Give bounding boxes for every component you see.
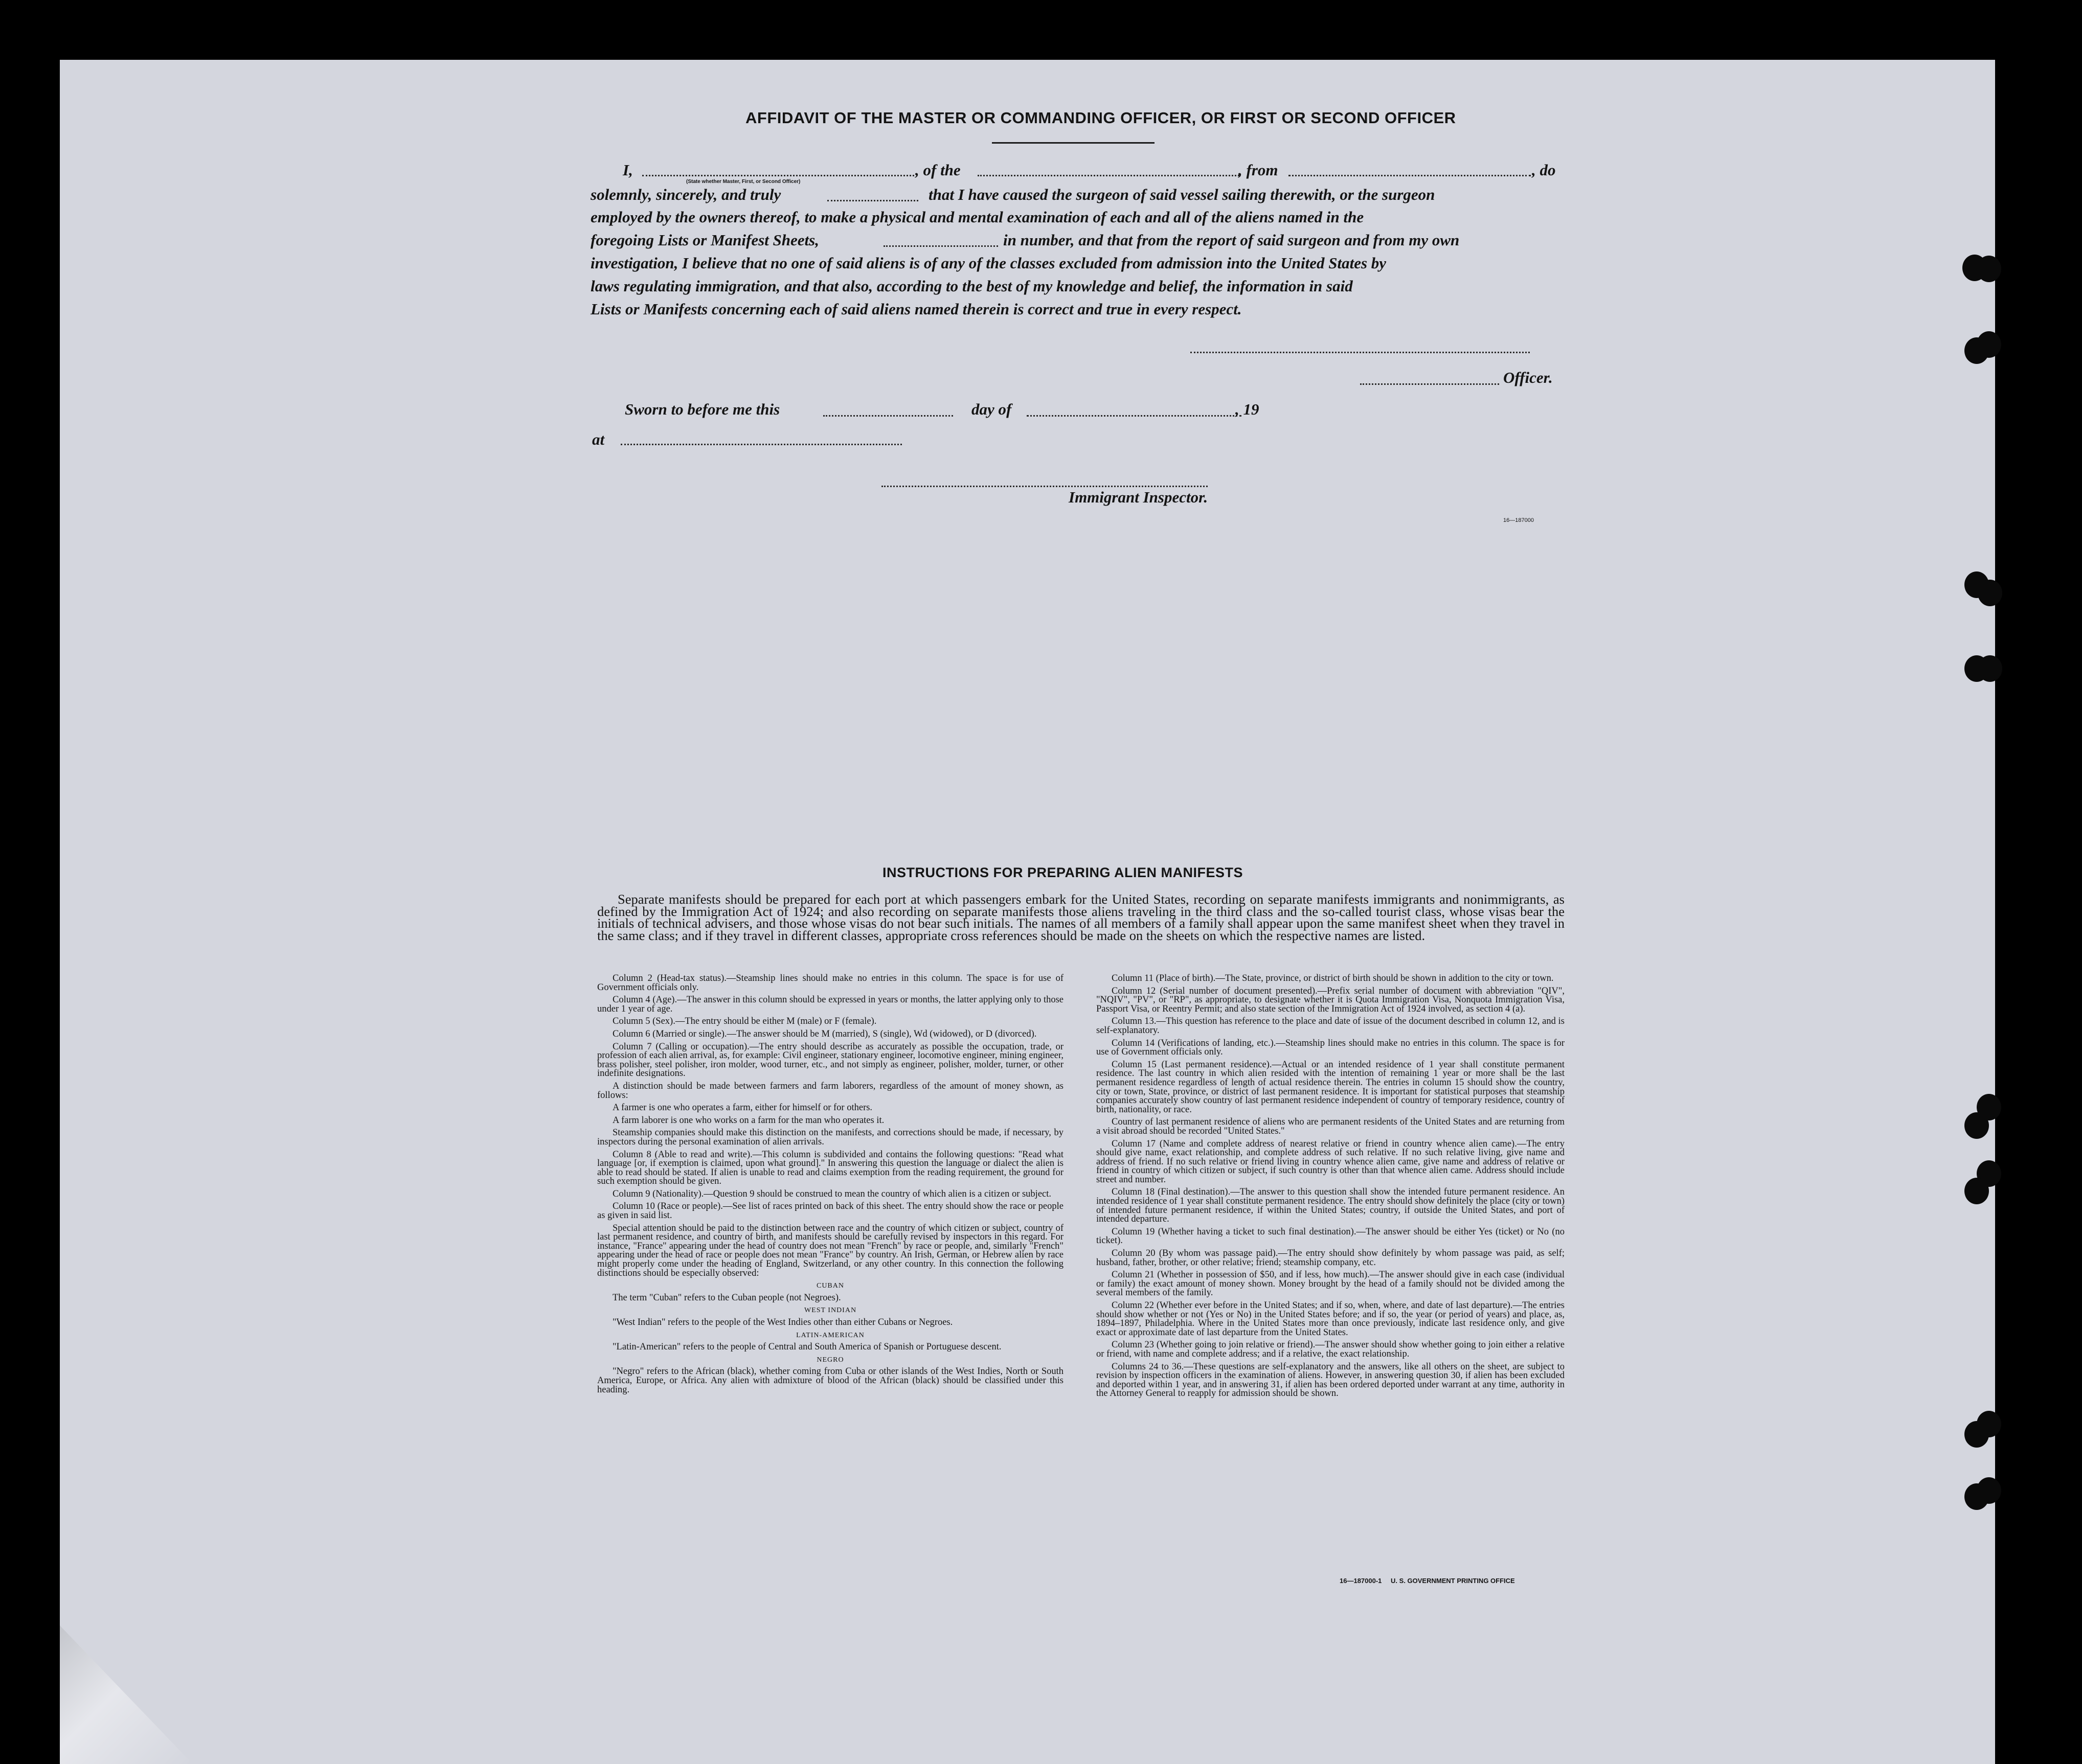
instruction-paragraph: Column 10 (Race or people).—See list of races printed on back of this sheet. The entry should show the race or people as given in said list. [597,1201,1063,1221]
instruction-paragraph: A farm laborer is one who works on a farm for the man who operates it. [613,1115,885,1126]
aff-line2a: solemnly, sincerely, and truly [591,186,781,203]
title-underline [992,142,1155,144]
form-number-bottom [1340,1577,1515,1585]
instruction-paragraph: "Negro" refers to the African (black), whether coming from Cuba or other islands of the West Indies, North or South America, Europe, or Africa. Any alien with admixture of blood of the African (black) should be classified under this heading. [597,1366,1063,1395]
solemnly-field [827,200,918,201]
form-number-top: 16—187000 [1503,517,1534,523]
instruction-paragraph: "West Indian" refers to the people of the West Indies other than either Cubans or Negroes. [613,1317,953,1327]
aff-line7: Lists or Manifests concerning each of said aliens named therein is correct and true in every respect. [591,300,1242,318]
instruction-paragraph: Column 23 (Whether going to join relative or friend).—The answer should show whether going to join either a relative or friend, with name and complete address; and if a relative, the exact relationship. [1096,1340,1565,1359]
printer-imprint: U. S. GOVERNMENT PRINTING OFFICE [1391,1577,1515,1585]
instruction-paragraph: Column 2 (Head-tax status).—Steamship lines should make no entries in this column. The space is for use of Government officials only. [597,973,1063,993]
punch-hole [1977,1477,2001,1504]
instruction-paragraph: Country of last permanent residence of aliens who are permanent residents of the United States and are returning from a visit abroad should be recorded "United States." [1096,1117,1565,1136]
instruction-paragraph: Column 8 (Able to read and write).—This column is subdivided and contains the following questions: "Read what language [or, if exemption is claimed, upon what ground]." In answering this question the language or dialect the alien is able to read should be stated. If alien is unable to read and claims exemption from the reading requirement, the ground for such exemption should be given. [597,1149,1063,1187]
instructions-right-column [1096,974,1565,1402]
footer-number: 16—187000-1 [1340,1577,1382,1585]
punch-hole [1978,655,2002,682]
number-field [884,245,998,247]
aff-subnote: (State whether Master, First, or Second Officer) [686,179,801,185]
instruction-paragraph: Column 22 (Whether ever before in the United States; and if so, when, where, and date of last departure).—The entries should show whether or not (Yes or No) in the United States before; and if so, the year (or period of years) and place, as, 1894–1897, Philadelphia. Where in the United States more than once previously, indicate last residence only, and give exact or approximate date of last departure from the United States. [1096,1300,1565,1338]
instruction-paragraph: Column 7 (Calling or occupation).—The entry should describe as accurately as possible the occupation, trade, or profession of each alien arrival, as, for example: Civil engineer, stationary engineer, locomotive engineer, mining engineer, brass polisher, steel polisher, iron molder, wood turner, etc., and not simply as engineer, polisher, molder, turner, or other indefinite designations. [597,1041,1063,1079]
instruction-paragraph: A distinction should be made between farmers and farm laborers, regardless of the amount of money shown, as follows: [597,1081,1063,1101]
vessel-field [978,175,1239,176]
instruction-paragraph: Column 6 (Married or single).—The answer should be M (married), S (single), Wd (widowed), or D (divorced). [613,1028,1037,1039]
punch-hole [1964,1178,1989,1204]
aff-inspector: Immigrant Inspector. [1069,488,1208,506]
punch-hole [1964,1421,1989,1448]
section-heading: NEGRO [817,1356,844,1364]
section-heading: LATIN-AMERICAN [796,1331,865,1339]
instruction-paragraph: Steamship companies should make this distinction on the manifests, and corrections should be made, if necessary, by inspectors during the personal examination of alien arrivals. [597,1128,1063,1147]
aff-sworn-a: Sworn to before me this [625,400,780,418]
aff-line4a: foregoing Lists or Manifest Sheets, [591,231,819,249]
instructions-left-column [597,974,1063,1398]
instructions-title: INSTRUCTIONS FOR PREPARING ALIEN MANIFESTS [882,865,1243,880]
aff-line2b: that I have caused the surgeon of said vessel sailing therewith, or the surgeon [929,186,1435,203]
at-place-field [621,444,902,445]
section-heading: CUBAN [816,1282,844,1290]
instruction-paragraph: Column 5 (Sex).—The entry should be either M (male) or F (female). [613,1016,877,1027]
aff-of-the: , of the [915,161,961,179]
sworn-day-field [823,415,953,417]
aff-do: , do [1532,161,1556,179]
aff-sworn-b: day of [971,400,1012,418]
instruction-paragraph: Columns 24 to 36.—These questions are self-explanatory and the answers, like all others on the sheet, are subject to revision by inspection officers in the examination of aliens. However, in answering question 30, if alien has been excluded and deported within 1 year, and in answering 31, if alien has been ordered deported under warrant at any time, authority in the Attorney General to reapply for admission should be shown. [1096,1361,1565,1399]
instruction-paragraph: Column 4 (Age).—The answer in this column should be expressed in years or months, the latter applying only to those under 1 year of age. [597,995,1063,1014]
from-port-field [1288,175,1531,176]
punch-hole [1977,331,2001,358]
aff-sworn-c: , 19 [1235,400,1259,418]
punch-hole [1977,256,2001,282]
signature-line [1190,352,1530,353]
instruction-paragraph: A farmer is one who operates a farm, either for himself or for others. [613,1103,873,1113]
aff-line4b: in number, and that from the report of said surgeon and from my own [1003,231,1460,249]
aff-i: I, [623,161,633,179]
instruction-paragraph: Column 13.—This question has reference to the place and date of issue of the document described in column 12, and is self-explanatory. [1096,1016,1565,1036]
sworn-month-field [1027,415,1241,417]
aff-line3: employed by the owners thereof, to make a physical and mental examination of each and all of the aliens named in the [591,208,1364,226]
aff-from: , from [1238,161,1278,179]
punch-hole [1964,1112,1989,1139]
officer-title-field [642,175,914,176]
instruction-paragraph: "Latin-American" refers to the people of Central and South America of Spanish or Portuguese descent. [613,1342,1002,1353]
instruction-paragraph: Column 18 (Final destination).—The answer to this question shall show the intended future permanent residence. An intended residence of 1 year shall constitute permanent residence. The entry should show definitely the place (city or town) of intended future permanent residence, if within the United States; country, if outside the United States, and port of intended departure. [1096,1187,1565,1225]
aff-line6: laws regulating immigration, and that also, according to the best of my knowledge and belief, the information in said [591,277,1353,295]
punch-hole [1978,580,2002,606]
instruction-paragraph: Column 20 (By whom was passage paid).—The entry should show definitely by whom passage was paid, as self; husband, father, brother, or other relative; friend; steamship company, etc. [1096,1248,1565,1268]
instruction-paragraph: Column 19 (Whether having a ticket to such final destination).—The answer should be either Yes (ticket) or No (no ticket). [1096,1226,1565,1246]
instruction-paragraph: Column 15 (Last permanent residence).—Actual or an intended residence of 1 year shall constitute permanent residence. The last country in which alien resided with the intention of remaining 1 year or more shall be the last permanent residence regardless of length of actual residence therein. The entries in column 15 should show the country, city or town, State, province, or district of last permanent residence. It is important for statistical purposes that steamship companies accurately show country of last permanent residence independent of country of temporary residence, country of birth, nationality, or race. [1096,1059,1565,1115]
instruction-paragraph: The term "Cuban" refers to the Cuban people (not Negroes). [613,1292,841,1303]
instruction-paragraph: Column 21 (Whether in possession of $50, and if less, how much).—The answer should give in each case (individual or family) the exact amount of money shown. Money brought by the head of a family should not be divided among the several members of the family. [1096,1270,1565,1298]
instruction-paragraph: Column 11 (Place of birth).—The State, province, or district of birth should be shown in addition to the city or town. [1112,973,1554,983]
instruction-paragraph: Column 17 (Name and complete address of nearest relative or friend in country whence alien came).—The entry should give name, exact relationship, and complete address of such relative. If no such relative living, give name and address of friend. If no such relative or friend living in country whence alien came, give name and address of relative or friend in country of which citizen or subject, if such country is other than that whence alien came. Address should include street and number. [1096,1138,1565,1185]
instructions-intro: Separate manifests should be prepared for each port at which passengers embark for the United States, recording on separate manifests immigrants and nonimmigrants, as defined by the Immigration Act of 1924; and also recording on separate manifests those aliens traveling in the third class and the so-called tourist class, whose visas bear the initials of technical advisers, and those whose visas do not bear such initials. The names of all members of a family shall appear upon the same manifest sheet when they travel in the same class; and if they travel in different classes, appropriate cross references should be made on the sheets on which the respective names are listed. [597,891,1565,943]
officer-signature-field [1360,383,1499,385]
instruction-paragraph: Column 9 (Nationality).—Question 9 should be construed to mean the country of which alien is a citizen or subject. [613,1188,1052,1199]
aff-officer: Officer. [1503,369,1553,386]
section-heading: WEST INDIAN [804,1307,857,1315]
aff-line5: investigation, I believe that no one of said aliens is of any of the classes excluded from admission into the United States by [591,254,1387,272]
instruction-paragraph: Column 12 (Serial number of document presented).—Prefix serial number of document with abbreviation "QIV", "NQIV", "PV", or "RP", as appropriate, to designate whether it is Quota Immigration Visa, Nonquota Immigration Visa, Passport Visa, or Reentry Permit; and also state section of the Immigration Act of 1924 involved, as section 4 (a). [1096,986,1565,1014]
aff-at: at [592,430,605,448]
instruction-paragraph: Special attention should be paid to the distinction between race and the country of which citizen or subject, country of last permanent residence, and country of birth, and manifests should be carefully revised by inspectors in this regard. For instance, "France" appearing under the head of country does not mean "French" by race or people, and, similarly "French" appearing under the head of race or people does not mean "France" by country. An Irish, German, or Hebrew alien by race might properly come under the heading of England, Switzerland, or any other country. In this connection the following distinctions should be especially observed: [597,1223,1063,1278]
affidavit-title: AFFIDAVIT OF THE MASTER OR COMMANDING OFFICER, OR FIRST OR SECOND OFFICER [745,109,1456,127]
instruction-paragraph: Column 14 (Verifications of landing, etc.).—Steamship lines should make no entries in this column. The space is for use of Government officials only. [1096,1038,1565,1058]
